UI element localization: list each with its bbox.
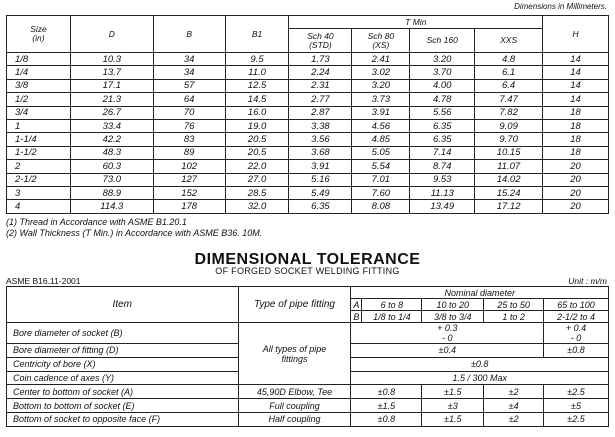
- table-row: [7, 93, 609, 106]
- header-d: D: [70, 16, 153, 53]
- cell-xxs: 4.8: [475, 53, 543, 66]
- item-bore-socket: Bore diameter of socket (B): [7, 323, 239, 344]
- cell-d: 10.3: [70, 53, 153, 66]
- header-type: Type of pipe fitting: [238, 287, 351, 323]
- cell-h: 20: [543, 160, 609, 173]
- cell-b1: 20.5: [225, 133, 289, 146]
- cell-b: 83: [153, 133, 225, 146]
- cell-h: 18: [543, 146, 609, 159]
- cell-sch160: 4.00: [410, 79, 475, 92]
- cell-sch40: 1.73: [289, 53, 352, 66]
- cell-d: 21.3: [70, 93, 153, 106]
- header-b1: B1: [225, 16, 289, 53]
- cell-size: 1-1/4: [7, 133, 71, 146]
- item-centricity: Centricity of bore (X): [7, 357, 239, 371]
- cell-sch40: 2.31: [289, 79, 352, 92]
- cell-b: 70: [153, 106, 225, 119]
- item-bore-fitting: Bore diameter of fitting (D): [7, 344, 239, 358]
- standard-label: ASME B16.11-2001: [6, 276, 81, 286]
- cell-d: 17.1: [70, 79, 153, 92]
- table-row: [7, 66, 609, 79]
- cell-b: 178: [153, 200, 225, 213]
- cell-sch40: 2.87: [289, 106, 352, 119]
- table-row: [7, 133, 609, 146]
- dimensions-note: Dimensions in Millimeters.: [514, 2, 607, 11]
- cell-h: 20: [543, 200, 609, 213]
- center-val-3: ±2: [484, 385, 544, 399]
- cell-b1: 22.0: [225, 160, 289, 173]
- cell-xxs: 10.15: [475, 146, 543, 159]
- cell-xxs: 7.82: [475, 106, 543, 119]
- center-val-1: ±0.8: [351, 385, 422, 399]
- cell-d: 48.3: [70, 146, 153, 159]
- cell-b1: 19.0: [225, 119, 289, 132]
- header-sch80: Sch 80 (XS): [352, 29, 410, 53]
- cell-xxs: 9.70: [475, 133, 543, 146]
- table-row: [7, 160, 609, 173]
- bore-fitting-left: ±0.4: [351, 344, 544, 358]
- cell-d: 26.7: [70, 106, 153, 119]
- cell-b1: 27.0: [225, 173, 289, 186]
- cell-sch40: 2.24: [289, 66, 352, 79]
- cell-b1: 28.5: [225, 186, 289, 199]
- opposite-val-3: ±2: [484, 412, 544, 426]
- cell-sch160: 6.35: [410, 133, 475, 146]
- cell-size: 1/4: [7, 66, 71, 79]
- table-row: [7, 119, 609, 132]
- cell-h: 20: [543, 186, 609, 199]
- size-a-3: 25 to 50: [484, 299, 544, 311]
- header-h: H: [543, 16, 609, 53]
- cell-sch40: 3.91: [289, 160, 352, 173]
- header-sch40: Sch 40 (STD): [289, 29, 352, 53]
- cell-sch80: 4.85: [352, 133, 410, 146]
- cell-sch160: 11.13: [410, 186, 475, 199]
- type-full-coupling: Full coupling: [238, 399, 351, 413]
- bottom-val-4: ±5: [544, 399, 609, 413]
- cell-sch80: 5.05: [352, 146, 410, 159]
- cell-b: 34: [153, 53, 225, 66]
- cell-xxs: 17.12: [475, 200, 543, 213]
- pipe-dimension-table: [6, 15, 609, 214]
- cell-sch40: 3.38: [289, 119, 352, 132]
- cell-sch40: 3.56: [289, 133, 352, 146]
- footnotes: [6, 217, 262, 238]
- bore-socket-left: + 0.3 - 0: [351, 323, 544, 344]
- cell-sch160: 8.74: [410, 160, 475, 173]
- cell-d: 73.0: [70, 173, 153, 186]
- bore-fitting-right: ±0.8: [544, 344, 609, 358]
- cell-size: 1: [7, 119, 71, 132]
- tolerance-title: DIMENSIONAL TOLERANCE: [194, 251, 421, 268]
- centricity-value: ±0.8: [351, 357, 609, 371]
- cell-h: 20: [543, 173, 609, 186]
- opposite-val-4: ±2.5: [544, 412, 609, 426]
- header-item: Item: [7, 287, 239, 323]
- cell-size: 1-1/2: [7, 146, 71, 159]
- cell-d: 42.2: [70, 133, 153, 146]
- cell-b: 34: [153, 66, 225, 79]
- size-b-4: 2-1/2 to 4: [544, 311, 609, 323]
- cell-h: 14: [543, 53, 609, 66]
- cell-size: 4: [7, 200, 71, 213]
- cell-size: 2-1/2: [7, 173, 71, 186]
- item-center-to-bottom: Center to bottom of socket (A): [7, 385, 239, 399]
- tolerance-table: [6, 286, 609, 427]
- cell-size: 1/8: [7, 53, 71, 66]
- cell-b: 64: [153, 93, 225, 106]
- cell-size: 3: [7, 186, 71, 199]
- cell-b1: 20.5: [225, 146, 289, 159]
- footnote-1: (1) Thread in Accordance with ASME B1.20.1: [6, 217, 187, 227]
- size-b-2: 3/8 to 3/4: [422, 311, 484, 323]
- cell-b1: 9.5: [225, 53, 289, 66]
- cell-sch160: 4.78: [410, 93, 475, 106]
- cell-size: 3/4: [7, 106, 71, 119]
- cell-sch80: 3.20: [352, 79, 410, 92]
- cell-size: 2: [7, 160, 71, 173]
- cell-sch80: 3.91: [352, 106, 410, 119]
- cell-d: 88.9: [70, 186, 153, 199]
- tolerance-subtitle: OF FORGED SOCKET WELDING FITTING: [215, 266, 400, 276]
- cell-sch80: 2.41: [352, 53, 410, 66]
- cell-sch80: 4.56: [352, 119, 410, 132]
- bottom-val-3: ±4: [484, 399, 544, 413]
- opposite-val-1: ±0.8: [351, 412, 422, 426]
- table-row: [7, 173, 609, 186]
- cell-size: 3/8: [7, 79, 71, 92]
- cell-xxs: 11.07: [475, 160, 543, 173]
- footnote-2: (2) Wall Thickness (T Min.) in Accordance with ASME B36. 10M.: [6, 227, 263, 238]
- cell-b1: 11.0: [225, 66, 289, 79]
- header-nominal: Nominal diameter: [351, 287, 609, 299]
- cell-sch80: 3.02: [352, 66, 410, 79]
- cell-h: 18: [543, 119, 609, 132]
- cell-b: 89: [153, 146, 225, 159]
- cell-xxs: 6.4: [475, 79, 543, 92]
- table-row: [7, 79, 609, 92]
- size-a-4: 65 to 100: [544, 299, 609, 311]
- cell-b: 57: [153, 79, 225, 92]
- cell-b: 76: [153, 119, 225, 132]
- cell-sch160: 5.56: [410, 106, 475, 119]
- cell-sch160: 7.14: [410, 146, 475, 159]
- cell-h: 14: [543, 93, 609, 106]
- cell-d: 114.3: [70, 200, 153, 213]
- cell-xxs: 14.02: [475, 173, 543, 186]
- table-row: [7, 200, 609, 213]
- cell-xxs: 9.09: [475, 119, 543, 132]
- size-b-3: 1 to 2: [484, 311, 544, 323]
- center-val-4: ±2.5: [544, 385, 609, 399]
- cell-d: 13.7: [70, 66, 153, 79]
- cell-b1: 12.5: [225, 79, 289, 92]
- bottom-val-2: ±3: [422, 399, 484, 413]
- size-b-1: 1/8 to 1/4: [362, 311, 422, 323]
- cell-sch160: 13.49: [410, 200, 475, 213]
- size-a-1: 6 to 8: [362, 299, 422, 311]
- cell-sch80: 7.60: [352, 186, 410, 199]
- cell-h: 14: [543, 66, 609, 79]
- all-types-cell: All types of pipe fittings: [238, 323, 351, 385]
- opposite-val-2: ±1.5: [422, 412, 484, 426]
- cell-d: 60.3: [70, 160, 153, 173]
- unit-label: Unit : m/m: [568, 276, 607, 286]
- size-a-2: 10 to 20: [422, 299, 484, 311]
- row-label-b: B: [351, 311, 362, 323]
- cell-sch80: 5.54: [352, 160, 410, 173]
- cell-sch160: 3.20: [410, 53, 475, 66]
- cell-b: 127: [153, 173, 225, 186]
- item-socket-to-face: Bottom of socket to opposite face (F): [7, 412, 239, 426]
- cell-xxs: 7.47: [475, 93, 543, 106]
- item-coin-cadence: Coin cadence of axes (Y): [7, 371, 239, 385]
- table-row: [7, 106, 609, 119]
- type-elbow-tee: 45,90D Elbow, Tee: [238, 385, 351, 399]
- cell-sch40: 6.35: [289, 200, 352, 213]
- bore-socket-right: + 0.4 - 0: [544, 323, 609, 344]
- header-size: Size (in): [7, 16, 71, 53]
- table-row: [7, 146, 609, 159]
- item-bottom-to-bottom: Bottom to bottom of socket (E): [7, 399, 239, 413]
- cell-sch80: 3.73: [352, 93, 410, 106]
- header-sch160: Sch 160: [410, 29, 475, 53]
- cell-b: 152: [153, 186, 225, 199]
- cell-sch40: 3.68: [289, 146, 352, 159]
- cell-size: 1/2: [7, 93, 71, 106]
- row-label-a: A: [351, 299, 362, 311]
- cell-b: 102: [153, 160, 225, 173]
- cell-h: 18: [543, 106, 609, 119]
- table-row: [7, 186, 609, 199]
- cell-sch160: 9.53: [410, 173, 475, 186]
- cell-sch40: 5.16: [289, 173, 352, 186]
- cell-sch160: 6.35: [410, 119, 475, 132]
- cell-sch80: 7.01: [352, 173, 410, 186]
- cell-h: 18: [543, 133, 609, 146]
- cell-b1: 32.0: [225, 200, 289, 213]
- bottom-val-1: ±1.5: [351, 399, 422, 413]
- type-half-coupling: Half coupling: [238, 412, 351, 426]
- cell-sch40: 5.49: [289, 186, 352, 199]
- cell-sch40: 2.77: [289, 93, 352, 106]
- coin-cadence-value: 1.5 / 300 Max: [351, 371, 609, 385]
- header-t-min: T Min: [289, 16, 543, 29]
- table-row: [7, 53, 609, 66]
- cell-sch80: 8.08: [352, 200, 410, 213]
- cell-b1: 14.5: [225, 93, 289, 106]
- cell-d: 33.4: [70, 119, 153, 132]
- center-val-2: ±1.5: [422, 385, 484, 399]
- header-b: B: [153, 16, 225, 53]
- cell-sch160: 3.70: [410, 66, 475, 79]
- cell-xxs: 15.24: [475, 186, 543, 199]
- cell-xxs: 6.1: [475, 66, 543, 79]
- cell-b1: 16.0: [225, 106, 289, 119]
- header-xxs: XXS: [475, 29, 543, 53]
- cell-h: 14: [543, 79, 609, 92]
